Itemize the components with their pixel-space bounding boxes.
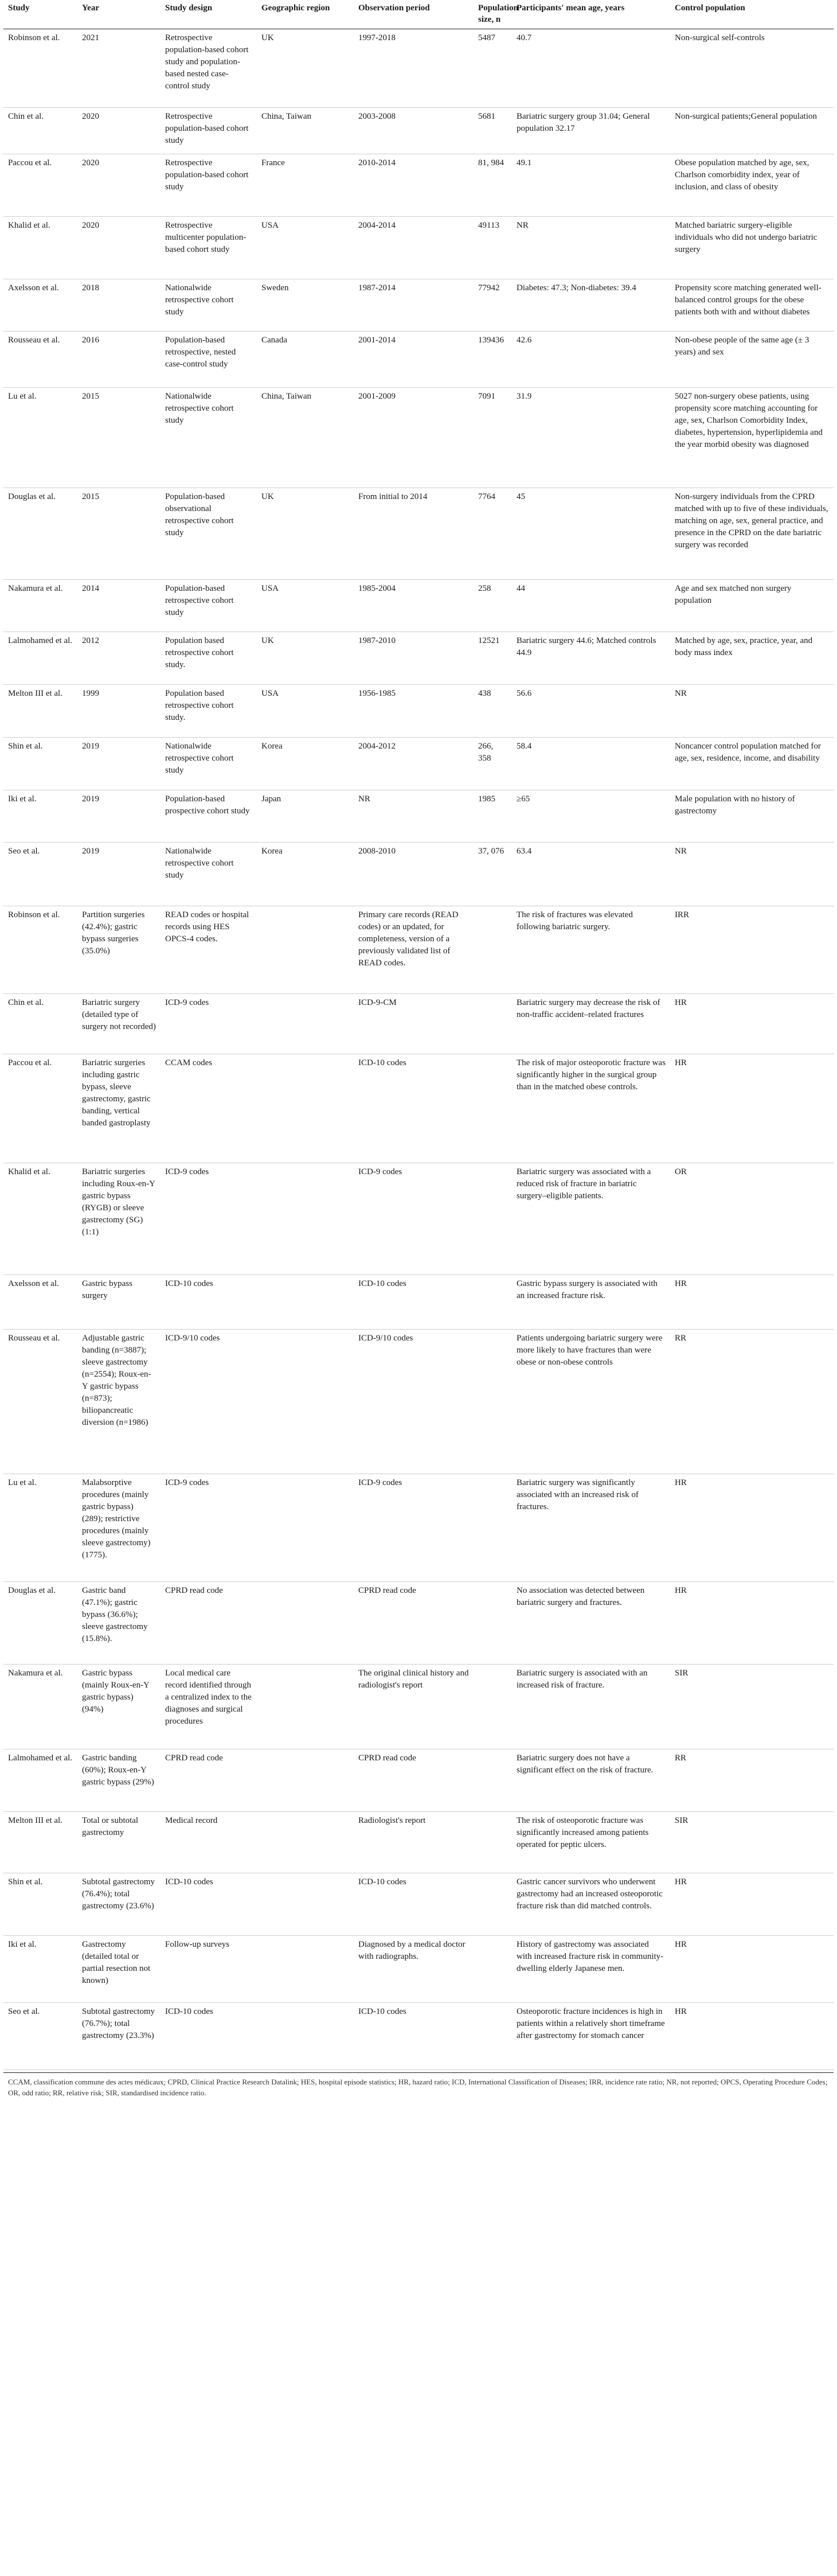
table-cell: Nationalwide retrospective cohort study <box>161 388 257 488</box>
table-cell: Population-based observational retrospective cohort study <box>161 488 257 580</box>
table-cell: 1985 <box>474 790 512 843</box>
table-row <box>3 1812 834 1873</box>
table-cell: Bariatric surgery was associated with a reduced risk of fracture in bariatric surgery–eligible patients. <box>512 1163 670 1275</box>
table-cell: Sweden <box>257 279 354 332</box>
table-cell: Radiologist's report <box>354 1812 474 1873</box>
table-cell: READ codes or hospital records using HES OPCS-4 codes. <box>161 906 257 994</box>
table-cell: 37, 076 <box>474 843 512 906</box>
table-cell: NR <box>670 685 834 738</box>
table-row <box>3 1474 834 1582</box>
table-cell: Canada <box>257 332 354 388</box>
table-cell: CPRD read code <box>354 1749 474 1812</box>
table-cell: USA <box>257 580 354 632</box>
table-cell: 2018 <box>77 279 161 332</box>
header-control-population: Control population <box>670 0 834 29</box>
table-cell: 49113 <box>474 217 512 279</box>
table-cell: The risk of fractures was elevated following bariatric surgery. <box>512 906 670 994</box>
table-cell: Lu et al. <box>3 1474 77 1582</box>
table-cell: Population based retrospective cohort study. <box>161 632 257 685</box>
table-cell: UK <box>257 632 354 685</box>
table-cell: Population based retrospective cohort study. <box>161 685 257 738</box>
table-cell: HR <box>670 1054 834 1163</box>
table-row <box>3 632 834 685</box>
table-cell <box>257 1163 354 1275</box>
table-row <box>3 994 834 1054</box>
table-row <box>3 1665 834 1749</box>
table-cell: 2015 <box>77 388 161 488</box>
table-cell: 266, 358 <box>474 738 512 790</box>
table-cell: 2003-2008 <box>354 108 474 154</box>
table-cell: Malabsorptive procedures (mainly gastric bypass) (289); restrictive procedures (mainly sleeve gastrectomy) (1775). <box>77 1474 161 1582</box>
table-cell: RR <box>670 1330 834 1474</box>
table-cell: 77942 <box>474 279 512 332</box>
table-cell: 2019 <box>77 843 161 906</box>
table-cell: 5027 non-surgery obese patients, using propensity score matching accounting for age, sex, Charlson Comorbidity Index, diabetes, hypertension, hyperlipidemia and the year morbid obesity was diagnosed <box>670 388 834 488</box>
table-row <box>3 2003 834 2070</box>
table-cell <box>474 994 512 1054</box>
table-cell: ICD-9 codes <box>161 1474 257 1582</box>
table-cell: CPRD read code <box>354 1582 474 1665</box>
table-cell: Subtotal gastrectomy (76.7%); total gastrectomy (23.3%) <box>77 2003 161 2070</box>
table-cell: 2020 <box>77 217 161 279</box>
table-cell: Lalmohamed et al. <box>3 1749 77 1812</box>
table-cell: The risk of major osteoporotic fracture was significantly higher in the surgical group than in the matched obese controls. <box>512 1054 670 1163</box>
table-cell: ICD-9 codes <box>354 1474 474 1582</box>
table-cell: Bariatric surgery 44.6; Matched controls 44.9 <box>512 632 670 685</box>
table-cell: Douglas et al. <box>3 488 77 580</box>
table-cell: 12521 <box>474 632 512 685</box>
table-cell: Matched by age, sex, practice, year, and body mass index <box>670 632 834 685</box>
table-cell <box>257 1665 354 1749</box>
table-row <box>3 217 834 279</box>
table-cell <box>257 1812 354 1873</box>
table-cell: Paccou et al. <box>3 154 77 217</box>
table-cell: ICD-10 codes <box>354 1275 474 1330</box>
table-cell: The risk of osteoporotic fracture was significantly increased among patients operated for peptic ulcers. <box>512 1812 670 1873</box>
table-cell: Shin et al. <box>3 738 77 790</box>
table-cell: 2020 <box>77 108 161 154</box>
table-cell <box>257 994 354 1054</box>
table-row <box>3 738 834 790</box>
table-cell: Retrospective population-based cohort study <box>161 108 257 154</box>
table-cell: Gastrectomy (detailed total or partial resection not known) <box>77 1936 161 2003</box>
table-row <box>3 1582 834 1665</box>
table-cell: Male population with no history of gastrectomy <box>670 790 834 843</box>
table-cell: 2004-2014 <box>354 217 474 279</box>
table-cell: Primary care records (READ codes) or an updated, for completeness, version of a previously validated list of READ codes. <box>354 906 474 994</box>
table-cell: 45 <box>512 488 670 580</box>
table-cell: Retrospective multicenter population-based cohort study <box>161 217 257 279</box>
table-cell: 44 <box>512 580 670 632</box>
table-cell: CPRD read code <box>161 1582 257 1665</box>
table-cell: 1985-2004 <box>354 580 474 632</box>
table-cell: 1999 <box>77 685 161 738</box>
table-cell: Iki et al. <box>3 790 77 843</box>
studies-table <box>3 0 834 2070</box>
table-cell: Osteoporotic fracture incidences is high in patients within a relatively short timeframe after gastrectomy for stomach cancer <box>512 2003 670 2070</box>
table-cell: SIR <box>670 1812 834 1873</box>
table-cell: 2001-2009 <box>354 388 474 488</box>
table-cell: Noncancer control population matched for age, sex, residence, income, and disability <box>670 738 834 790</box>
table-cell: HR <box>670 1474 834 1582</box>
table-cell <box>474 1665 512 1749</box>
table-cell: 42.6 <box>512 332 670 388</box>
table-cell: Rousseau et al. <box>3 332 77 388</box>
table-cell: Gastric bypass surgery <box>77 1275 161 1330</box>
table-cell: Axelsson et al. <box>3 279 77 332</box>
table-cell: Gastric banding (60%); Roux-en-Y gastric bypass (29%) <box>77 1749 161 1812</box>
table-row <box>3 332 834 388</box>
table-cell <box>474 2003 512 2070</box>
table-cell: Gastric bypass (mainly Roux-en-Y gastric bypass) (94%) <box>77 1665 161 1749</box>
table-row <box>3 1163 834 1275</box>
table-cell <box>257 1054 354 1163</box>
table-cell <box>257 1936 354 2003</box>
table-cell: Propensity score matching generated well-balanced control groups for the obese patients both with and without diabetes <box>670 279 834 332</box>
table-cell: Nakamura et al. <box>3 1665 77 1749</box>
table-cell: ICD-9 codes <box>161 1163 257 1275</box>
table-cell <box>257 2003 354 2070</box>
table-cell: Population-based prospective cohort study <box>161 790 257 843</box>
table-row <box>3 388 834 488</box>
table-cell: 63.4 <box>512 843 670 906</box>
table-cell: Non-surgery individuals from the CPRD matched with up to five of these individuals, matching on age, sex, general practice, and presence in the CPRD on the date bariatric surgery was recorded <box>670 488 834 580</box>
table-cell: 58.4 <box>512 738 670 790</box>
table-cell: Medical record <box>161 1812 257 1873</box>
table-row <box>3 843 834 906</box>
table-cell: ICD-10 codes <box>161 1275 257 1330</box>
table-cell: Retrospective population-based cohort study and population-based nested case-control study <box>161 29 257 108</box>
table-cell: Retrospective population-based cohort study <box>161 154 257 217</box>
table-cell: Obese population matched by age, sex, Charlson comorbidity index, year of inclusion, and class of obesity <box>670 154 834 217</box>
header-population-size: Population size, n <box>474 0 512 29</box>
table-cell: Khalid et al. <box>3 217 77 279</box>
table-cell: 2001-2014 <box>354 332 474 388</box>
table-cell: 7091 <box>474 388 512 488</box>
table-cell: The original clinical history and radiologist's report <box>354 1665 474 1749</box>
table-cell: Korea <box>257 843 354 906</box>
table-cell: Bariatric surgery was significantly associated with an increased risk of fractures. <box>512 1474 670 1582</box>
table-cell: Bariatric surgery group 31.04; General population 32.17 <box>512 108 670 154</box>
table-cell: Bariatric surgery does not have a significant effect on the risk of fracture. <box>512 1749 670 1812</box>
table-cell <box>474 1749 512 1812</box>
table-cell: Diabetes: 47.3; Non-diabetes: 39.4 <box>512 279 670 332</box>
table-cell: Seo et al. <box>3 843 77 906</box>
table-cell: HR <box>670 1936 834 2003</box>
table-cell: Rousseau et al. <box>3 1330 77 1474</box>
table-cell: 2015 <box>77 488 161 580</box>
table-cell: 2019 <box>77 790 161 843</box>
table-cell: Gastric cancer survivors who underwent gastrectomy had an increased osteoporotic fracture risk than did matched controls. <box>512 1873 670 1936</box>
table-row <box>3 29 834 108</box>
table-cell <box>257 1749 354 1812</box>
table-footnote: CCAM, classification commune des actes médicaux; CPRD, Clinical Practice Research Datalink; HES, hospital episode statistics; HR, hazard ratio; ICD, International Classification of Diseases; IRR, incidence rate ratio; NR, not reported; OPCS, Operating Procedure Codes; OR, odd ratio; RR, relative risk; SIR, standardised incidence ratio. <box>3 2072 834 2098</box>
table-cell: 438 <box>474 685 512 738</box>
table-row <box>3 279 834 332</box>
table-row <box>3 108 834 154</box>
table-cell: Bariatric surgery is associated with an increased risk of fracture. <box>512 1665 670 1749</box>
table-cell: Nationalwide retrospective cohort study <box>161 279 257 332</box>
table-cell <box>257 906 354 994</box>
table-cell: Bariatric surgeries including Roux-en-Y gastric bypass (RYGB) or sleeve gastrectomy (SG) (1:1) <box>77 1163 161 1275</box>
table-row <box>3 685 834 738</box>
table-cell: 258 <box>474 580 512 632</box>
table-cell <box>257 1873 354 1936</box>
table-cell: From initial to 2014 <box>354 488 474 580</box>
table-cell: HR <box>670 1275 834 1330</box>
table-cell: Iki et al. <box>3 1936 77 2003</box>
table-cell: 2012 <box>77 632 161 685</box>
table-cell <box>257 1582 354 1665</box>
table-cell: ICD-10 codes <box>354 2003 474 2070</box>
table-cell: 1987-2014 <box>354 279 474 332</box>
table-cell: 2016 <box>77 332 161 388</box>
table-cell: HR <box>670 2003 834 2070</box>
table-cell: ICD-10 codes <box>354 1873 474 1936</box>
table-cell: ICD-9/10 codes <box>354 1330 474 1474</box>
table-cell: Chin et al. <box>3 994 77 1054</box>
table-cell: 1956-1985 <box>354 685 474 738</box>
table-cell: ICD-10 codes <box>161 1873 257 1936</box>
table-cell: 1987-2010 <box>354 632 474 685</box>
table-cell: Seo et al. <box>3 2003 77 2070</box>
table-cell: NR <box>512 217 670 279</box>
table-row <box>3 1275 834 1330</box>
header-geographic-region: Geographic region <box>257 0 354 29</box>
table-cell: Axelsson et al. <box>3 1275 77 1330</box>
table-cell: Diagnosed by a medical doctor with radiographs. <box>354 1936 474 2003</box>
table-cell <box>474 1936 512 2003</box>
table-cell: USA <box>257 685 354 738</box>
table-cell: Lu et al. <box>3 388 77 488</box>
table-cell: 7764 <box>474 488 512 580</box>
header-observation-period: Observation period <box>354 0 474 29</box>
table-cell: 2019 <box>77 738 161 790</box>
table-cell: Population-based retrospective cohort study <box>161 580 257 632</box>
table-cell: Paccou et al. <box>3 1054 77 1163</box>
header-participants-age: Participants' mean age, years <box>512 0 670 29</box>
table-cell: China, Taiwan <box>257 108 354 154</box>
table-cell: ICD-9/10 codes <box>161 1330 257 1474</box>
table-cell: France <box>257 154 354 217</box>
table-cell: Melton III et al. <box>3 1812 77 1873</box>
table-row <box>3 1330 834 1474</box>
table-cell: Non-surgical patients;General population <box>670 108 834 154</box>
table-cell: 2020 <box>77 154 161 217</box>
table-cell <box>257 1474 354 1582</box>
header-study-design: Study design <box>161 0 257 29</box>
table-cell: Robinson et al. <box>3 29 77 108</box>
table-cell: Non-obese people of the same age (± 3 years) and sex <box>670 332 834 388</box>
table-cell <box>257 1330 354 1474</box>
table-cell: CCAM codes <box>161 1054 257 1163</box>
table-row <box>3 1749 834 1812</box>
table-cell: Nationalwide retrospective cohort study <box>161 738 257 790</box>
table-cell: Population-based retrospective, nested case-control study <box>161 332 257 388</box>
table-row <box>3 154 834 217</box>
table-cell: HR <box>670 1582 834 1665</box>
table-cell: ICD-9-CM <box>354 994 474 1054</box>
table-cell: HR <box>670 994 834 1054</box>
table-cell: NR <box>354 790 474 843</box>
table-cell: Bariatric surgery may decrease the risk of non-traffic accident–related fractures <box>512 994 670 1054</box>
table-cell: Non-surgical self-controls <box>670 29 834 108</box>
table-cell: Gastric band (47.1%); gastric bypass (36.6%); sleeve gastrectomy (15.8%). <box>77 1582 161 1665</box>
table-cell: 56.6 <box>512 685 670 738</box>
table-cell: Shin et al. <box>3 1873 77 1936</box>
table-cell: 2008-2010 <box>354 843 474 906</box>
table-row <box>3 790 834 843</box>
table-cell <box>474 1582 512 1665</box>
table-cell: 31.9 <box>512 388 670 488</box>
table-cell: 2014 <box>77 580 161 632</box>
table-cell <box>474 1275 512 1330</box>
table-cell <box>474 1330 512 1474</box>
table-cell: 49.1 <box>512 154 670 217</box>
table-cell <box>474 1163 512 1275</box>
table-cell: SIR <box>670 1665 834 1749</box>
header-study: Study <box>3 0 77 29</box>
table-row <box>3 906 834 994</box>
table-cell: Nakamura et al. <box>3 580 77 632</box>
table-cell <box>257 1275 354 1330</box>
table-cell: ICD-9 codes <box>161 994 257 1054</box>
table-cell: Robinson et al. <box>3 906 77 994</box>
table-cell <box>474 1054 512 1163</box>
table-cell: China, Taiwan <box>257 388 354 488</box>
table-header-row <box>3 0 834 29</box>
table-cell: Lalmohamed et al. <box>3 632 77 685</box>
table-cell <box>474 1812 512 1873</box>
table-cell: RR <box>670 1749 834 1812</box>
table-cell: Bariatric surgeries including gastric bypass, sleeve gastrectomy, gastric banding, vertical banded gastroplasty <box>77 1054 161 1163</box>
table-cell: Nationalwide retrospective cohort study <box>161 843 257 906</box>
table-cell: 2010-2014 <box>354 154 474 217</box>
table-cell: ICD-10 codes <box>161 2003 257 2070</box>
table-cell: USA <box>257 217 354 279</box>
header-year: Year <box>77 0 161 29</box>
table-cell: Gastric bypass surgery is associated with an increased fracture risk. <box>512 1275 670 1330</box>
table-cell: HR <box>670 1873 834 1936</box>
table-cell: Douglas et al. <box>3 1582 77 1665</box>
table-cell: Patients undergoing bariatric surgery were more likely to have fractures than were obese or non-obese controls <box>512 1330 670 1474</box>
table-cell: No association was detected between bariatric surgery and fractures. <box>512 1582 670 1665</box>
table-cell: 139436 <box>474 332 512 388</box>
table-cell: Japan <box>257 790 354 843</box>
table-cell: ICD-10 codes <box>354 1054 474 1163</box>
table-cell: Khalid et al. <box>3 1163 77 1275</box>
table-cell: Partition surgeries (42.4%); gastric bypass surgeries (35.0%) <box>77 906 161 994</box>
table-cell <box>474 1474 512 1582</box>
table-cell: ≥65 <box>512 790 670 843</box>
table-row <box>3 488 834 580</box>
table-cell: 81, 984 <box>474 154 512 217</box>
table-cell: 2021 <box>77 29 161 108</box>
table-cell: IRR <box>670 906 834 994</box>
table-cell: Age and sex matched non surgery population <box>670 580 834 632</box>
table-cell <box>474 1873 512 1936</box>
table-cell: 5487 <box>474 29 512 108</box>
table-cell: UK <box>257 29 354 108</box>
table-row <box>3 1054 834 1163</box>
table-cell: 5681 <box>474 108 512 154</box>
table-cell: 1997-2018 <box>354 29 474 108</box>
table-cell: Subtotal gastrectomy (76.4%); total gastrectomy (23.6%) <box>77 1873 161 1936</box>
table-row <box>3 580 834 632</box>
table-cell: CPRD read code <box>161 1749 257 1812</box>
table-row <box>3 1936 834 2003</box>
table-cell: UK <box>257 488 354 580</box>
table-cell: ICD-9 codes <box>354 1163 474 1275</box>
table-cell: Adjustable gastric banding (n=3887); sleeve gastrectomy (n=2554); Roux-en-Y gastric bypass (n=873); biliopancreatic diversion (n=1986) <box>77 1330 161 1474</box>
table-row <box>3 1873 834 1936</box>
table-cell: OR <box>670 1163 834 1275</box>
table-cell: Local medical care record identified through a centralized index to the diagnoses and surgical procedures <box>161 1665 257 1749</box>
table-cell <box>474 906 512 994</box>
table-cell: Matched bariatric surgery-eligible individuals who did not undergo bariatric surgery <box>670 217 834 279</box>
table-cell: Korea <box>257 738 354 790</box>
table-cell: Total or subtotal gastrectomy <box>77 1812 161 1873</box>
table-cell: History of gastrectomy was associated with increased fracture risk in community-dwelling elderly Japanese men. <box>512 1936 670 2003</box>
table-cell: 40.7 <box>512 29 670 108</box>
table-cell: 2004-2012 <box>354 738 474 790</box>
table-cell: Chin et al. <box>3 108 77 154</box>
table-cell: Bariatric surgery (detailed type of surgery not recorded) <box>77 994 161 1054</box>
table-cell: Follow-up surveys <box>161 1936 257 2003</box>
table-cell: Melton III et al. <box>3 685 77 738</box>
table-cell: NR <box>670 843 834 906</box>
